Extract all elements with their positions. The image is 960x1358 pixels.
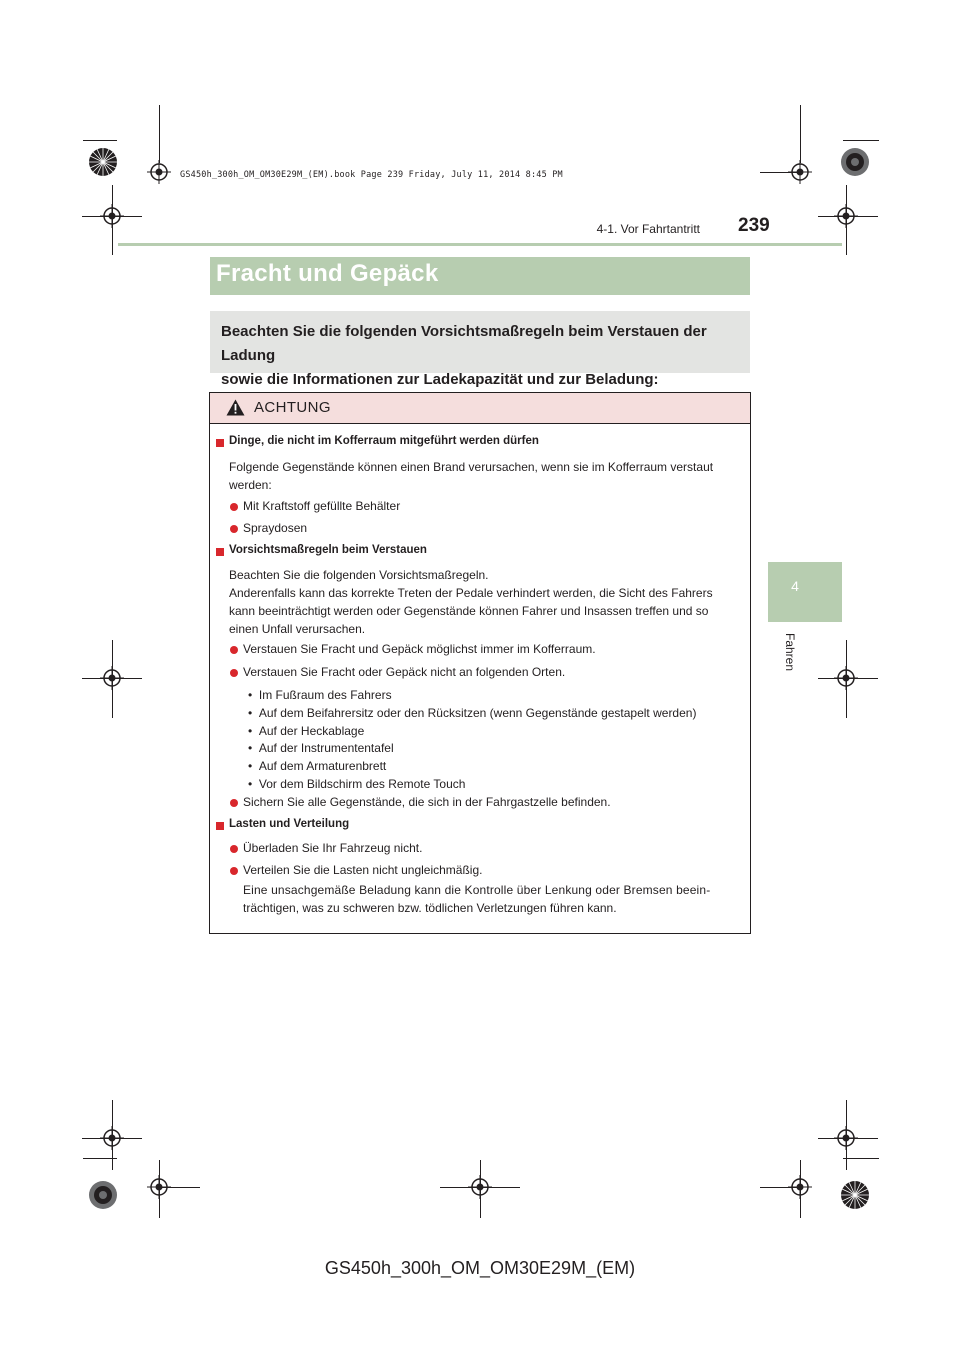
section-label: 4-1. Vor Fahrtantritt	[596, 222, 700, 236]
circle-bullet-icon	[230, 503, 238, 511]
sub-item: • Im Fußraum des Fahrers	[248, 688, 392, 702]
intro-line: sowie die Informationen zur Ladekapazität und zur Beladung:	[221, 371, 659, 388]
circle-bullet-icon	[230, 845, 238, 853]
circle-bullet-icon	[230, 867, 238, 875]
bullet-item: Überladen Sie Ihr Fahrzeug nicht.	[243, 841, 423, 855]
chapter-name: Fahren	[783, 633, 797, 672]
footer-code: GS450h_300h_OM_OM30E29M_(EM)	[324, 1258, 636, 1278]
print-rosette-icon	[840, 1180, 870, 1210]
warning-heading: Vorsichtsmaßregeln beim Verstauen	[229, 544, 427, 556]
registration-mark-icon	[834, 666, 858, 690]
intro-box	[210, 311, 750, 388]
registration-mark-icon	[834, 1126, 858, 1150]
warning-heading: Dinge, die nicht im Kofferraum mitgeführt werden dürfen	[229, 435, 539, 447]
warning-triangle-icon	[226, 399, 245, 416]
text-line: Eine unsachgemäße Beladung kann die Kontrolle über Lenkung oder Bremsen beein-	[243, 883, 711, 897]
warning-label: ACHTUNG	[254, 399, 331, 416]
sub-list	[248, 687, 696, 794]
bullet-item: Spraydosen	[243, 521, 308, 535]
square-bullet-icon	[216, 822, 224, 830]
chapter-number: 4	[791, 578, 799, 594]
registration-mark-icon	[147, 1175, 171, 1199]
text-line: trächtigen, was zu schweren bzw. tödlichen Verletzungen führen kann.	[243, 901, 617, 915]
registration-mark-icon	[100, 666, 124, 690]
registration-mark-icon	[834, 204, 858, 228]
bullet-item: Verteilen Sie die Lasten nicht ungleichmäßig.	[243, 863, 483, 877]
square-bullet-icon	[216, 548, 224, 556]
print-rosette-icon	[88, 147, 118, 177]
warning-heading: Lasten und Verteilung	[229, 818, 350, 830]
circle-bullet-icon	[230, 646, 238, 654]
registration-mark-icon	[100, 204, 124, 228]
circle-bullet-icon	[230, 669, 238, 677]
print-rosette-icon	[840, 147, 870, 177]
bullet-item: Sichern Sie alle Gegenstände, die sich in der Fahrgastzelle befinden.	[243, 795, 611, 809]
registration-mark-icon	[468, 1175, 492, 1199]
text-line: Beachten Sie die folgenden Vorsichtsmaßregeln.	[229, 568, 489, 582]
title-bar	[210, 257, 750, 295]
bullet-item: Verstauen Sie Fracht oder Gepäck nicht an folgenden Orten.	[243, 665, 566, 679]
sub-item: • Auf der Instrumententafel	[248, 741, 394, 756]
registration-mark-icon	[100, 1126, 124, 1150]
bullet-item: Mit Kraftstoff gefüllte Behälter	[243, 499, 401, 513]
sub-item: • Auf der Heckablage	[248, 723, 365, 738]
print-rosette-icon	[88, 1180, 118, 1210]
warning-text	[243, 881, 710, 917]
registration-mark-icon	[147, 160, 171, 184]
intro-text	[221, 320, 743, 392]
bullet-item: Verstauen Sie Fracht und Gepäck möglichst immer im Kofferraum.	[243, 642, 596, 656]
registration-mark-icon	[788, 1175, 812, 1199]
text-line: werden:	[229, 478, 272, 492]
circle-bullet-icon	[230, 799, 238, 807]
circle-bullet-icon	[230, 525, 238, 533]
warning-text	[229, 458, 713, 494]
warning-header	[210, 393, 750, 424]
sub-item: • Vor dem Bildschirm des Remote Touch	[248, 776, 466, 791]
book-info-line: GS450h_300h_OM_OM30E29M_(EM).book Page 239 Friday, July 11, 2014 8:45 PM	[180, 170, 563, 180]
intro-line: Beachten Sie die folgenden Vorsichtsmaßregeln beim Verstauen der Ladung	[221, 323, 707, 364]
page-title: Fracht und Gepäck	[216, 260, 439, 287]
text-line: einen Unfall verursachen.	[229, 622, 366, 636]
sub-item: • Auf dem Beifahrersitz oder den Rücksitzen (wenn Gegenstände gestapelt werden)	[248, 705, 697, 720]
page-number: 239	[738, 215, 770, 236]
sub-item: • Auf dem Armaturenbrett	[248, 759, 387, 774]
text-line: kann beeinträchtigt werden oder Gegenstände können Fahrer und Insassen treffen und so	[229, 604, 709, 618]
square-bullet-icon	[216, 439, 224, 447]
registration-mark-icon	[788, 160, 812, 184]
warning-text	[229, 566, 713, 638]
header-rule	[118, 243, 842, 246]
text-line: Folgende Gegenstände können einen Brand verursachen, wenn sie im Kofferraum verstaut	[229, 460, 714, 474]
warning-box	[209, 392, 751, 934]
text-line: Anderenfalls kann das korrekte Treten der Pedale verhindert werden, die Sicht des Fahrers	[229, 586, 713, 600]
